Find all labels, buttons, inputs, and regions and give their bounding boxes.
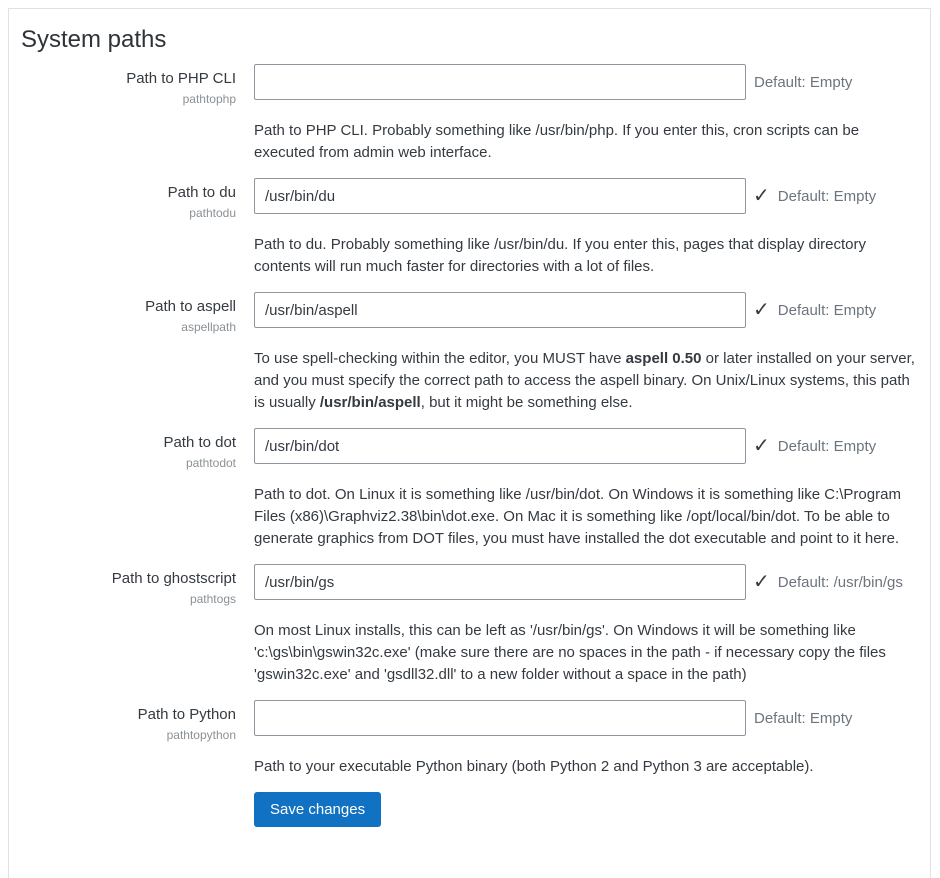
settings-card xyxy=(8,8,931,878)
setting-description: Path to du. Probably something like /usr/bin/du. If you enter this, pages that display directory contents will run much faster for directories with a lot of files. xyxy=(254,236,867,275)
setting-row-pathtophp xyxy=(21,64,930,164)
setting-label: Path to PHP CLI xyxy=(126,70,236,87)
setting-label: Path to dot xyxy=(163,434,236,451)
setting-description: On most Linux installs, this can be left as '/usr/bin/gs'. On Windows it will be something like 'c:\gs\bin\gswin32c.exe' (make sure there are no spaces in the path - if necessary copy the files 'gswin32c.exe' and 'gsdll32.dll' to a new folder without a space in the path) xyxy=(254,622,886,683)
aspellpath-input[interactable] xyxy=(254,292,746,328)
setting-row-aspellpath xyxy=(21,292,930,414)
setting-label: Path to Python xyxy=(137,706,236,723)
default-value-label: Default: Empty xyxy=(777,301,877,319)
pathtodot-input[interactable] xyxy=(254,428,746,464)
default-value-label: Default: Empty xyxy=(754,709,853,727)
page-title: System paths xyxy=(21,26,167,53)
setting-shortname: aspellpath xyxy=(181,320,236,334)
setting-label: Path to du xyxy=(167,184,236,201)
check-icon: ✓ xyxy=(753,185,770,207)
check-icon: ✓ xyxy=(753,571,770,593)
pathtodu-input[interactable] xyxy=(254,178,746,214)
setting-row-pathtodu xyxy=(21,178,930,278)
setting-description: To use spell-checking within the editor, you MUST have aspell 0.50 or later installed on your server, and you must specify the correct path to access the aspell binary. On Unix/Linux systems, this path is usually /usr/bin/aspell, but it might be something else. xyxy=(254,350,915,411)
check-icon: ✓ xyxy=(753,435,770,457)
setting-description: Path to PHP CLI. Probably something like /usr/bin/php. If you enter this, cron scripts can be executed from admin web interface. xyxy=(254,122,860,161)
setting-shortname: pathtopython xyxy=(166,728,236,742)
setting-label: Path to aspell xyxy=(145,298,236,315)
setting-row-pathtogs xyxy=(21,564,930,686)
setting-description: Path to your executable Python binary (both Python 2 and Python 3 are acceptable). xyxy=(254,758,814,775)
check-icon: ✓ xyxy=(753,299,770,321)
setting-label: Path to ghostscript xyxy=(111,570,236,587)
setting-shortname: pathtodu xyxy=(189,206,236,220)
setting-shortname: pathtodot xyxy=(185,456,236,470)
setting-description: Path to dot. On Linux it is something like /usr/bin/dot. On Windows it is something like C:\Program Files (x86)\Graphviz2.38\bin\dot.exe. On Mac it is something like /opt/local/bin/dot. To be able to generate graphics from DOT files, you must have installed the dot executable and point to it here. xyxy=(254,486,901,547)
setting-row-pathtodot xyxy=(21,428,930,550)
default-value-label: Default: Empty xyxy=(754,73,853,91)
save-changes-button[interactable]: Save changes xyxy=(254,792,381,827)
pathtophp-input[interactable] xyxy=(254,64,746,100)
setting-shortname: pathtophp xyxy=(182,92,236,106)
default-value-label: Default: /usr/bin/gs xyxy=(777,573,903,591)
default-value-label: Default: Empty xyxy=(777,187,877,205)
default-value-label: Default: Empty xyxy=(777,437,877,455)
pathtogs-input[interactable] xyxy=(254,564,746,600)
pathtopython-input[interactable] xyxy=(254,700,746,736)
setting-row-pathtopython xyxy=(21,700,930,778)
setting-shortname: pathtogs xyxy=(189,592,236,606)
